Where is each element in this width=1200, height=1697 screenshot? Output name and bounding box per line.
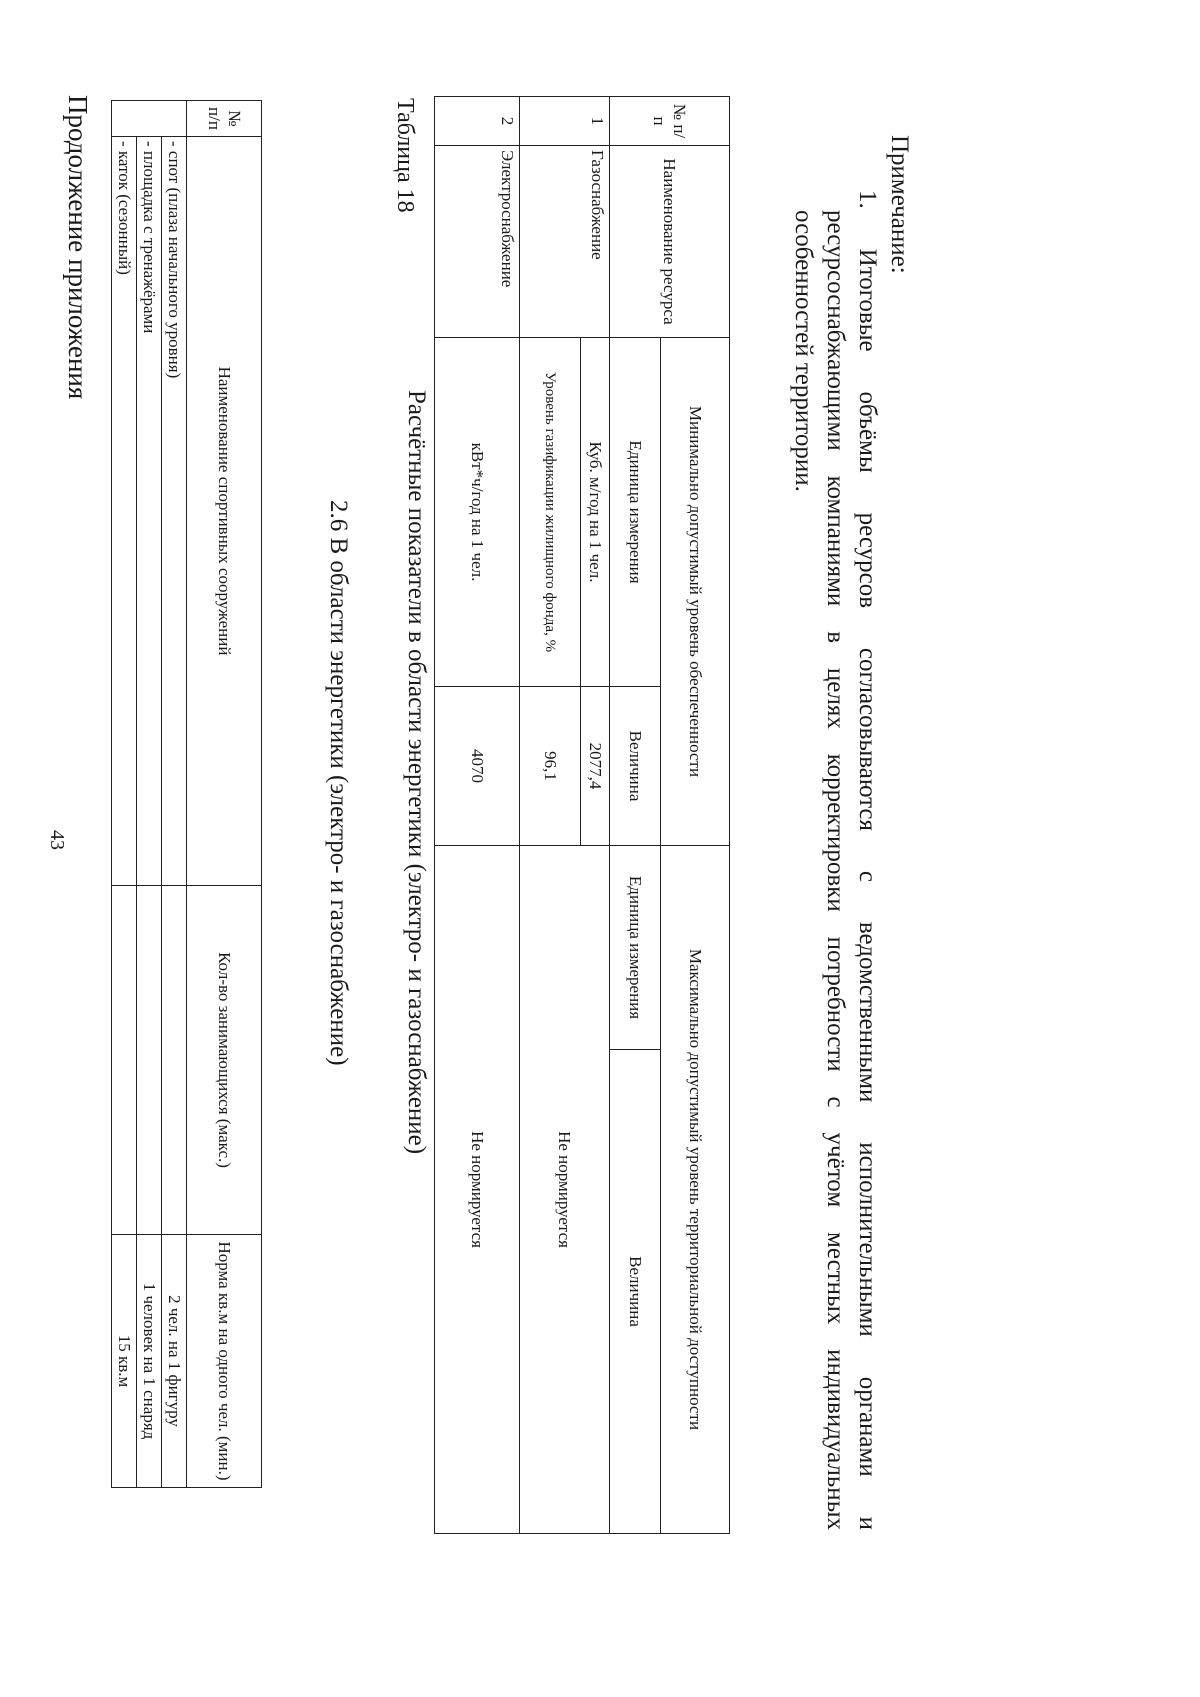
energy-h-max-unit: Единица измерения	[610, 846, 661, 1050]
sports-norm-cell: 1 человек на 1 снаряд	[137, 1235, 162, 1488]
energy-h-max-value: Величина	[610, 1050, 661, 1534]
energy-num-cell: 1	[520, 97, 610, 146]
energy-not-normed-cell: Не нормируется	[520, 846, 610, 1534]
table-row	[162, 101, 187, 1488]
energy-unit-cell: Уровень газификации жилищного фонда, %	[520, 338, 581, 687]
energy-value-cell: 96,1	[520, 687, 581, 846]
energy-value-cell: 4070	[435, 687, 520, 846]
energy-unit-cell: Куб. м/год на 1 чел.	[581, 338, 610, 687]
energy-h-min-unit: Единица измерения	[610, 338, 661, 687]
page-number: 43	[46, 830, 68, 850]
energy-resource-cell: Электроснабжение	[435, 146, 520, 338]
sports-header-row	[187, 101, 262, 1488]
table-row	[137, 101, 162, 1488]
energy-h-min: Минимально допустимый уровень обеспеченности	[661, 338, 730, 846]
sports-h-name: Наименование спортивных сооружений	[187, 137, 262, 886]
table-row	[112, 101, 137, 1488]
sports-name-cell: - каток (сезонный)	[112, 137, 137, 886]
sports-h-num: № п/п	[187, 101, 262, 137]
sports-norm-cell: 15 кв.м	[112, 1235, 137, 1488]
sports-count-cell	[162, 886, 187, 1235]
sports-table	[111, 100, 262, 1488]
energy-header-row-1	[661, 97, 730, 1534]
note-line-1: 1. Итоговые объёмы ресурсов согласовываются с ведомственными исполнительными органами и	[854, 190, 881, 1530]
energy-table	[434, 96, 730, 1534]
sports-num-cell	[112, 101, 187, 137]
sports-h-norm: Норма кв.м на одного чел. (мин.)	[187, 1235, 262, 1488]
table-row	[581, 97, 610, 1534]
energy-num-cell: 2	[435, 97, 520, 146]
note-line-2: ресурсоснабжающими компаниями в целях корректировки потребности с учётом местных индивидуальных	[822, 210, 849, 1530]
table-caption: Расчётные показатели в области энергетики (электро- и газоснабжение)	[403, 390, 430, 1155]
sports-h-count: Кол-во занимающихся (макс.)	[187, 886, 262, 1235]
table-row	[435, 97, 520, 1534]
sports-norm-cell: 2 чел. на 1 фигуру	[162, 1235, 187, 1488]
note-line-3: особенностей территории.	[790, 210, 817, 492]
energy-resource-cell: Газоснабжение	[520, 146, 610, 338]
continuation-header: Продолжение приложения	[63, 95, 93, 400]
sports-count-cell	[137, 886, 162, 1235]
sports-count-cell	[112, 886, 137, 1235]
section-title: 2.6 В области энергетики (электро- и газоснабжение)	[325, 500, 352, 1066]
energy-h-min-value: Величина	[610, 687, 661, 846]
sports-name-cell: - спот (плаза начального уровня)	[162, 137, 187, 886]
energy-not-normed-cell: Не нормируется	[435, 846, 520, 1534]
sports-name-cell: - площадка с тренажёрами	[137, 137, 162, 886]
energy-h-max: Максимально допустимый уровень территориальной доступности	[661, 846, 730, 1534]
energy-h-num: № п/п	[610, 97, 730, 146]
energy-value-cell: 2077,4	[581, 687, 610, 846]
note-heading: Примечание:	[886, 135, 913, 274]
table-label: Таблица 18	[392, 98, 418, 213]
note-block	[787, 135, 915, 1530]
energy-unit-cell: кВт*ч/год на 1 чел.	[435, 338, 520, 687]
energy-h-resource: Наименование ресурса	[610, 146, 730, 338]
